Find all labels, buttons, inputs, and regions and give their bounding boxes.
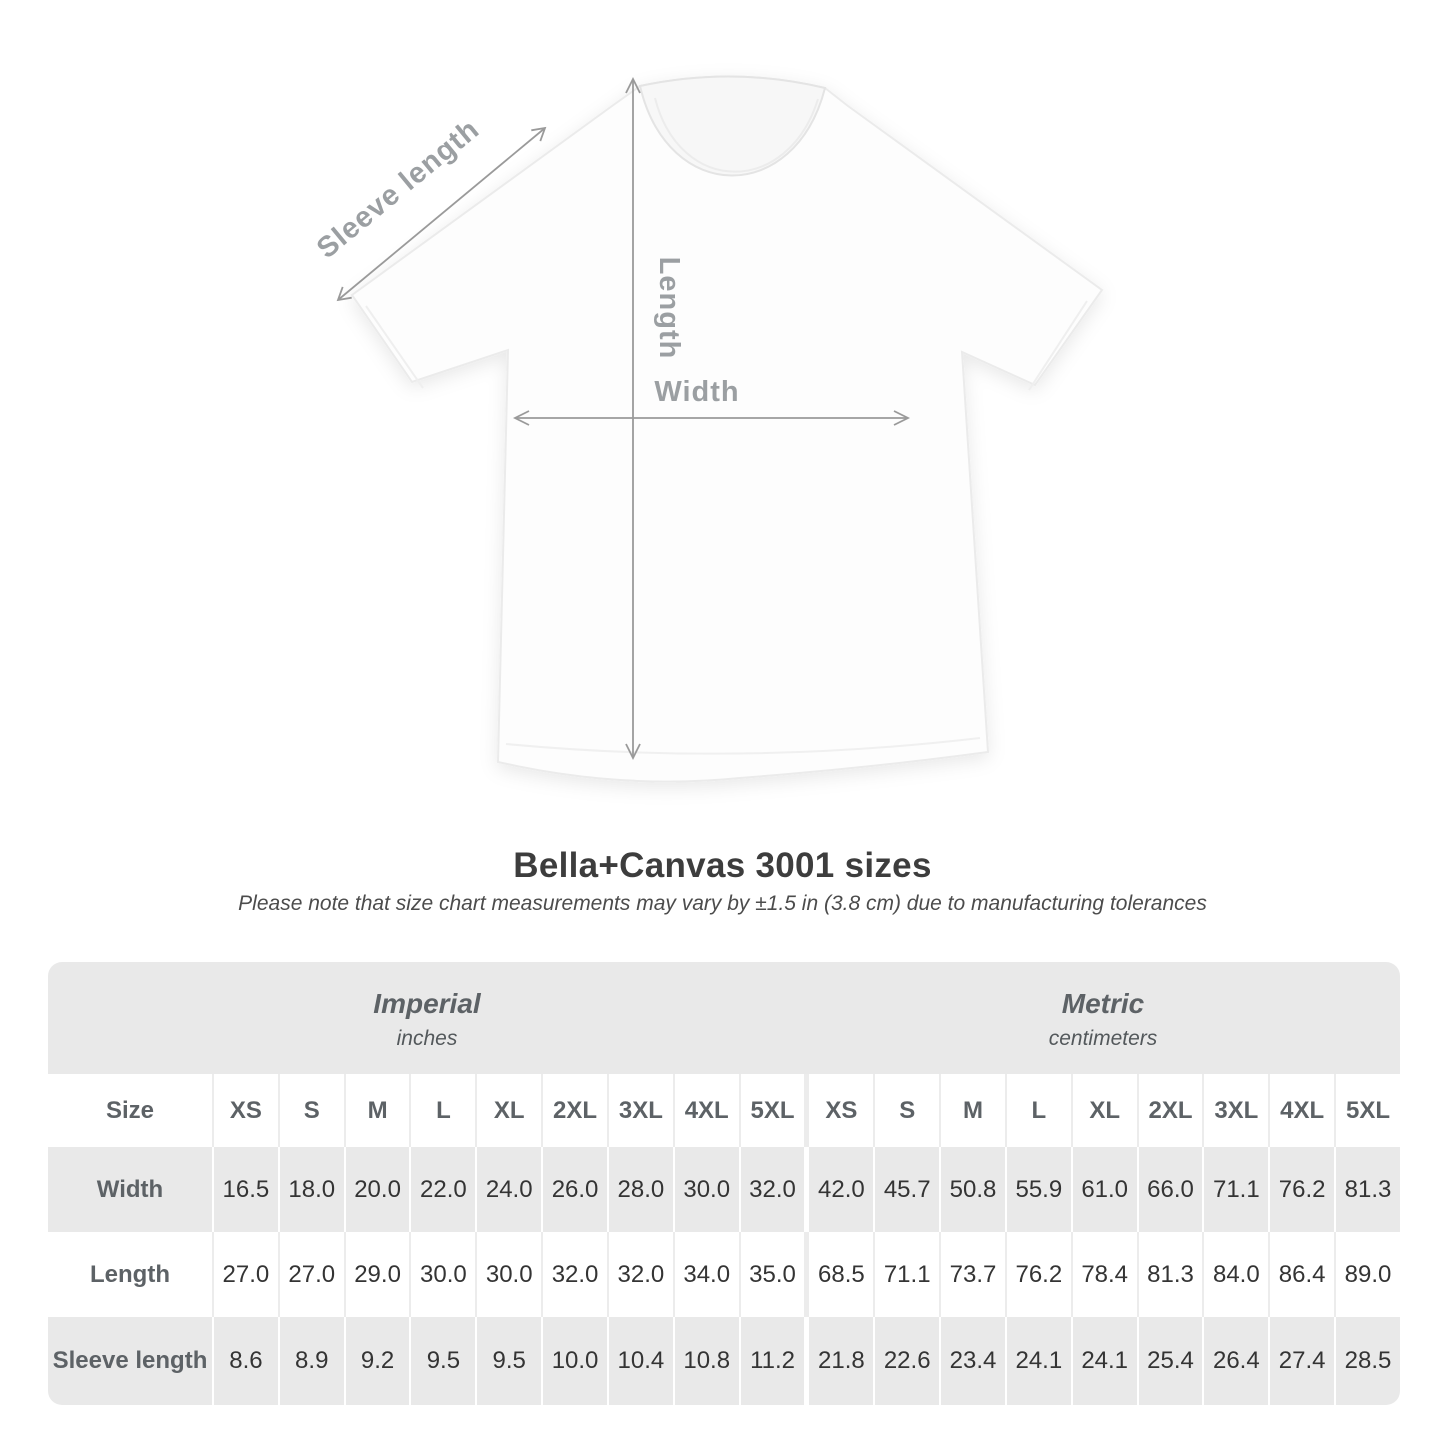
width-value-cell: 71.1 xyxy=(1202,1147,1268,1232)
size-column-header: L xyxy=(1005,1074,1071,1147)
width-value-cell: 76.2 xyxy=(1268,1147,1334,1232)
width-value-cell: 16.5 xyxy=(212,1147,278,1232)
sleeve-value-cell: 10.0 xyxy=(541,1317,607,1405)
metric-header-unit: centimeters xyxy=(1048,1026,1158,1050)
width-value-cell: 20.0 xyxy=(344,1147,410,1232)
length-value-cell: 32.0 xyxy=(541,1232,607,1317)
length-value-cell: 84.0 xyxy=(1202,1232,1268,1317)
sleeve-length-row xyxy=(48,1317,1400,1405)
length-value-cell: 32.0 xyxy=(607,1232,673,1317)
width-value-cell: 61.0 xyxy=(1071,1147,1137,1232)
length-value-cell: 30.0 xyxy=(475,1232,541,1317)
length-value-cell: 29.0 xyxy=(344,1232,410,1317)
size-column-header: 2XL xyxy=(541,1074,607,1147)
width-value-cell: 24.0 xyxy=(475,1147,541,1232)
sleeve-row-label: Sleeve length xyxy=(52,1347,208,1374)
length-row xyxy=(48,1232,1400,1317)
length-value-cell: 78.4 xyxy=(1071,1232,1137,1317)
sleeve-value-cell: 11.2 xyxy=(739,1317,805,1405)
size-column-header: 5XL xyxy=(1334,1074,1400,1147)
size-column-header: 3XL xyxy=(607,1074,673,1147)
width-row xyxy=(48,1147,1400,1232)
sleeve-value-cell: 8.6 xyxy=(212,1317,278,1405)
sleeve-value-cell: 9.5 xyxy=(475,1317,541,1405)
length-value-cell: 35.0 xyxy=(739,1232,805,1317)
size-column-header: S xyxy=(873,1074,939,1147)
size-column-header: 2XL xyxy=(1137,1074,1203,1147)
size-column-header: S xyxy=(278,1074,344,1147)
sleeve-value-cell: 23.4 xyxy=(939,1317,1005,1405)
size-table xyxy=(48,962,1400,1405)
sleeve-value-cell: 10.8 xyxy=(673,1317,739,1405)
sleeve-value-cell: 8.9 xyxy=(278,1317,344,1405)
length-value-cell: 76.2 xyxy=(1005,1232,1071,1317)
length-value-cell: 81.3 xyxy=(1137,1232,1203,1317)
length-value-cell: 27.0 xyxy=(278,1232,344,1317)
width-value-cell: 30.0 xyxy=(673,1147,739,1232)
length-value-cell: 71.1 xyxy=(873,1232,939,1317)
sleeve-value-cell: 9.2 xyxy=(344,1317,410,1405)
sleeve-value-cell: 10.4 xyxy=(607,1317,673,1405)
sleeve-value-cell: 25.4 xyxy=(1137,1317,1203,1405)
length-value-cell: 27.0 xyxy=(212,1232,278,1317)
size-column-header: 3XL xyxy=(1202,1074,1268,1147)
width-value-cell: 28.0 xyxy=(607,1147,673,1232)
size-column-header: XS xyxy=(804,1074,873,1147)
width-value-cell: 55.9 xyxy=(1005,1147,1071,1232)
size-column-header: 4XL xyxy=(673,1074,739,1147)
unit-header-band xyxy=(48,962,1400,1074)
tshirt-shape xyxy=(352,76,1102,781)
length-value-cell: 89.0 xyxy=(1334,1232,1400,1317)
size-column-header: XL xyxy=(475,1074,541,1147)
size-header-row xyxy=(48,1074,1400,1147)
size-column-header: M xyxy=(939,1074,1005,1147)
width-label: Width xyxy=(654,376,740,408)
width-value-cell: 45.7 xyxy=(873,1147,939,1232)
length-value-cell: 68.5 xyxy=(804,1232,873,1317)
width-value-cell: 18.0 xyxy=(278,1147,344,1232)
width-value-cell: 32.0 xyxy=(739,1147,805,1232)
sleeve-length-label: Sleeve length xyxy=(310,113,486,265)
sleeve-value-cell: 9.5 xyxy=(409,1317,475,1405)
width-value-cell: 66.0 xyxy=(1137,1147,1203,1232)
imperial-header xyxy=(48,962,806,1074)
size-column-header: XS xyxy=(212,1074,278,1147)
width-value-cell: 81.3 xyxy=(1334,1147,1400,1232)
size-column-header: 5XL xyxy=(739,1074,805,1147)
page-title: Bella+Canvas 3001 sizes xyxy=(513,846,932,885)
sleeve-value-cell: 22.6 xyxy=(873,1317,939,1405)
size-column-header: L xyxy=(409,1074,475,1147)
length-row-label: Length xyxy=(90,1260,170,1288)
sleeve-value-cell: 27.4 xyxy=(1268,1317,1334,1405)
length-value-cell: 30.0 xyxy=(409,1232,475,1317)
size-row-label: Size xyxy=(105,1096,155,1124)
metric-header xyxy=(806,962,1400,1074)
sleeve-value-cell: 28.5 xyxy=(1334,1317,1400,1405)
width-value-cell: 42.0 xyxy=(804,1147,873,1232)
size-column-header: 4XL xyxy=(1268,1074,1334,1147)
imperial-header-title: Imperial xyxy=(373,987,481,1019)
sleeve-value-cell: 21.8 xyxy=(804,1317,873,1405)
width-row-label: Width xyxy=(96,1175,164,1203)
length-value-cell: 86.4 xyxy=(1268,1232,1334,1317)
size-column-header: M xyxy=(344,1074,410,1147)
length-label: Length xyxy=(653,256,685,360)
width-value-cell: 50.8 xyxy=(939,1147,1005,1232)
metric-header-title: Metric xyxy=(1061,987,1145,1019)
length-value-cell: 73.7 xyxy=(939,1232,1005,1317)
sleeve-value-cell: 26.4 xyxy=(1202,1317,1268,1405)
tolerance-note: Please note that size chart measurements may vary by ±1.5 in (3.8 cm) due to manufacturing tolerances xyxy=(238,892,1207,915)
sleeve-value-cell: 24.1 xyxy=(1005,1317,1071,1405)
length-value-cell: 34.0 xyxy=(673,1232,739,1317)
sleeve-value-cell: 24.1 xyxy=(1071,1317,1137,1405)
size-column-header: XL xyxy=(1071,1074,1137,1147)
width-value-cell: 22.0 xyxy=(409,1147,475,1232)
imperial-header-unit: inches xyxy=(396,1026,458,1050)
width-value-cell: 26.0 xyxy=(541,1147,607,1232)
